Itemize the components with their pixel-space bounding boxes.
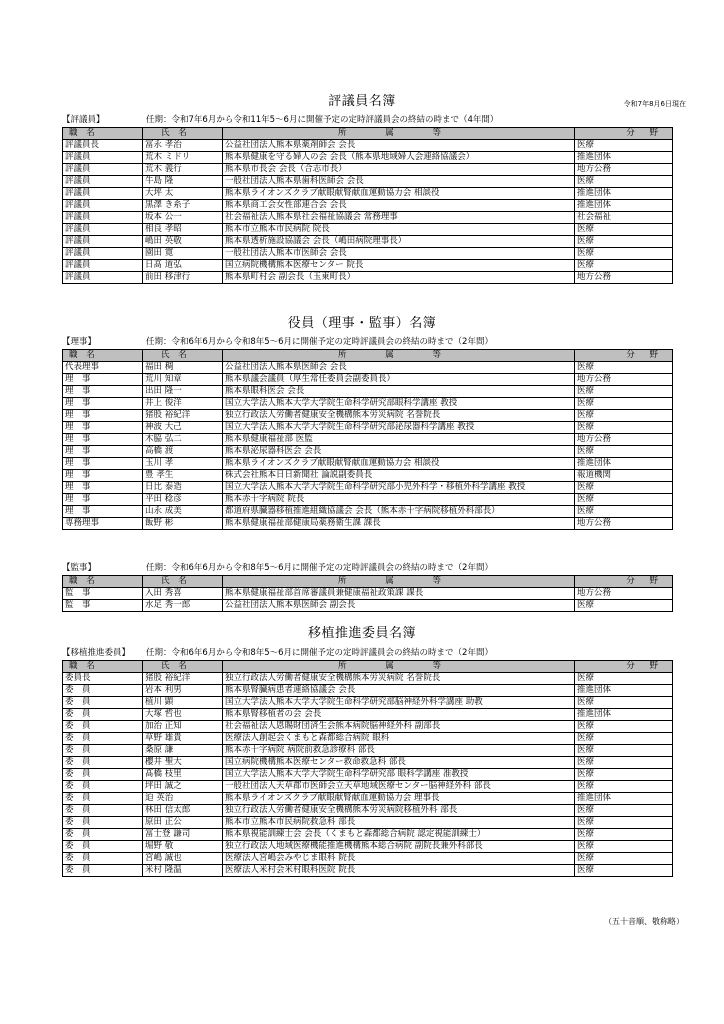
cell-affiliation: 都道府県臓器移植推進組織協議会 会長（熊本赤十字病院移植外科部長） [223,506,575,518]
cell-name: 木脇 弘二 [143,434,223,446]
header-affiliation: 所 属 等 [223,576,575,588]
cell-field: 推進団体 [575,458,673,470]
header-name: 氏 名 [143,128,223,140]
cell-position: 委員長 [63,673,143,685]
cell-field: 推進団体 [575,152,673,164]
cell-affiliation: 熊本県透析施設協議会 会長（嶋田病院理事長） [223,236,575,248]
table-row [63,260,673,272]
table-row [63,709,673,721]
cell-position: 委 員 [63,709,143,721]
cell-name: 荒木 義行 [143,164,223,176]
cell-affiliation: 公益社団法人熊本県医師会 会長 [223,362,575,374]
cell-position: 理 事 [63,458,143,470]
cell-field: 医療 [575,853,673,865]
cell-name: 福田 稠 [143,362,223,374]
table-row [63,386,673,398]
directors-table [62,349,673,530]
cell-name: 宮嶋 誠也 [143,853,223,865]
cell-position: 評議員 [63,164,143,176]
cell-name: 桑原 謙 [143,745,223,757]
cell-position: 委 員 [63,733,143,745]
cell-name: 大坪 太 [143,188,223,200]
cell-name: 神波 大己 [143,422,223,434]
header-position: 職 名 [63,128,143,140]
cell-affiliation: 医療法人宮嶋会みやじま眼科 院長 [223,853,575,865]
officers-roster-title: 役員（理事・監事）名簿 [287,316,437,331]
cell-field: 地方公務 [575,164,673,176]
header-field: 分 野 [575,350,673,362]
table-row [63,745,673,757]
cell-field: 医療 [575,865,673,877]
cell-field: 推進団体 [575,793,673,805]
cell-position: 委 員 [63,721,143,733]
cell-field: 医療 [575,224,673,236]
cell-position: 理 事 [63,410,143,422]
cell-field: 医療 [575,260,673,272]
cell-name: 坪田 誠之 [143,781,223,793]
cell-affiliation: 熊本赤十字病院 院長 [223,494,575,506]
directors-label: 【理事】 [62,337,97,347]
table-row [63,434,673,446]
cell-position: 評議員 [63,260,143,272]
table-row [63,841,673,853]
cell-name: 日比 泰造 [143,482,223,494]
cell-affiliation: 熊本県健康福祉部首席審議員兼健康福祉政策課 課長 [223,588,575,600]
cell-position: 理 事 [63,374,143,386]
cell-name: 荒木 ミドリ [143,152,223,164]
cell-affiliation: 独立行政法人労働者健康安全機構熊本労災病院 名誉院長 [223,410,575,422]
cell-position: 委 員 [63,793,143,805]
cell-field: 医療 [575,841,673,853]
cell-name: 牛島 隆 [143,176,223,188]
cell-affiliation: 独立行政法人地域医療機能推進機構熊本総合病院 副院長兼外科部長 [223,841,575,853]
header-position: 職 名 [63,350,143,362]
cell-affiliation: 公益社団法人熊本県薬剤師会 会長 [223,140,575,152]
cell-name: 園田 寛 [143,248,223,260]
table-row [63,817,673,829]
cell-field: 医療 [575,506,673,518]
cell-field: 推進団体 [575,200,673,212]
table-row [63,164,673,176]
cell-field: 医療 [575,817,673,829]
councilor-term: 任期：令和7年6月から令和11年5～6月に開催予定の定時評議員会の終結の時まで（4年間） [146,115,499,125]
cell-field: 医療 [575,248,673,260]
cell-affiliation: 国立大学法人熊本大学大学院生命科学研究部 眼科学講座 准教授 [223,769,575,781]
cell-affiliation: 国立大学法人熊本大学大学院生命科学研究部脳神経外科学講座 助教 [223,697,575,709]
cell-field: 医療 [575,482,673,494]
cell-position: 監 事 [63,588,143,600]
cell-position: 委 員 [63,865,143,877]
cell-position: 評議員 [63,200,143,212]
cell-affiliation: 国立病院機構熊本医療センター 院長 [223,260,575,272]
table-row [63,685,673,697]
cell-name: 加治 正知 [143,721,223,733]
table-row [63,518,673,530]
cell-position: 委 員 [63,781,143,793]
header-position: 職 名 [63,661,143,673]
cell-name: 堀野 敬 [143,841,223,853]
cell-affiliation: 熊本赤十字病院 病院前救急診療科 部長 [223,745,575,757]
cell-affiliation: 熊本県腎移植者の会 会長 [223,709,575,721]
cell-affiliation: 熊本県眼科医会 会長 [223,386,575,398]
cell-affiliation: 独立行政法人労働者健康安全機構熊本労災病院 名誉院長 [223,673,575,685]
cell-affiliation: 熊本県議会議員（厚生常任委員会副委員長） [223,374,575,386]
cell-position: 委 員 [63,829,143,841]
councilor-roster-title: 評議員名簿 [328,94,396,109]
cell-field: 医療 [575,805,673,817]
cell-field: 医療 [575,386,673,398]
cell-name: 冨士登 謙司 [143,829,223,841]
cell-affiliation: 独立行政法人労働者健康安全機構熊本労災病院移植外科 部長 [223,805,575,817]
table-row [63,422,673,434]
cell-field: 地方公務 [575,272,673,284]
table-row [63,733,673,745]
cell-field: 医療 [575,422,673,434]
cell-field: 地方公務 [575,374,673,386]
cell-affiliation: 熊本市立熊本市民病院 院長 [223,224,575,236]
cell-name: 高橋 渡 [143,446,223,458]
cell-name: 入田 秀喜 [143,588,223,600]
table-row [63,236,673,248]
header-name: 氏 名 [143,661,223,673]
cell-position: 委 員 [63,805,143,817]
cell-field: 推進団体 [575,188,673,200]
directors-term: 任期：令和6年6月から令和8年5～6月に開催予定の定時評議員会の終結の時まで（2年間） [146,337,493,347]
cell-field: 社会福祉 [575,212,673,224]
cell-affiliation: 国立病院機構熊本医療センター救命救急科 部長 [223,757,575,769]
cell-position: 理 事 [63,470,143,482]
header-name: 氏 名 [143,576,223,588]
cell-position: 理 事 [63,386,143,398]
cell-position: 理 事 [63,446,143,458]
cell-name: 平田 稔彦 [143,494,223,506]
cell-affiliation: 医療法人創起会くまもと森都総合病院 眼科 [223,733,575,745]
header-field: 分 野 [575,128,673,140]
cell-affiliation: 熊本県健康福祉部健康局薬務衛生課 課長 [223,518,575,530]
header-field: 分 野 [575,661,673,673]
cell-field: 報道機関 [575,470,673,482]
transplant-committee-title: 移植推進委員名簿 [307,626,416,641]
cell-position: 評議員 [63,188,143,200]
cell-field: 医療 [575,733,673,745]
cell-position: 理 事 [63,494,143,506]
cell-field: 医療 [575,721,673,733]
cell-position: 委 員 [63,769,143,781]
cell-name: 水足 秀一郎 [143,600,223,612]
cell-field: 医療 [575,600,673,612]
table-row [63,212,673,224]
cell-name: 植川 顕 [143,697,223,709]
auditors-term: 任期：令和6年6月から令和8年5～6月に開催予定の定時評議員会の終結の時まで（2年間） [146,563,493,573]
cell-affiliation: 公益社団法人熊本県医師会 副会長 [223,600,575,612]
table-row [63,673,673,685]
cell-name: 相良 孝昭 [143,224,223,236]
cell-affiliation: 国立大学法人熊本大学大学院生命科学研究部眼科学講座 教授 [223,398,575,410]
councilor-term-line [62,114,682,126]
table-row [63,272,673,284]
cell-field: 医療 [575,236,673,248]
cell-position: 評議員 [63,152,143,164]
cell-field: 推進団体 [575,685,673,697]
cell-affiliation: 医療法人米村会米村眼科医院 院長 [223,865,575,877]
table-row [63,757,673,769]
cell-field: 医療 [575,673,673,685]
cell-affiliation: 熊本県ライオンズクラブ献眼献腎献血運動協力会 理事長 [223,793,575,805]
table-row [63,140,673,152]
cell-field: 医療 [575,781,673,793]
cell-name: 髙橋 枝里 [143,769,223,781]
table-row [63,458,673,470]
cell-name: 飯野 彬 [143,518,223,530]
cell-position: 委 員 [63,697,143,709]
table-row [63,374,673,386]
cell-field: 医療 [575,362,673,374]
as-of-date: 令和7年8月6日現在 [623,100,686,108]
cell-name: 井上 俊洋 [143,398,223,410]
cell-name: 玉川 孝 [143,458,223,470]
cell-position: 監 事 [63,600,143,612]
table-row [63,697,673,709]
cell-affiliation: 熊本県視能訓練士会 会長（くまもと森都総合病院 認定視能訓練士） [223,829,575,841]
cell-field: 医療 [575,176,673,188]
cell-position: 理 事 [63,398,143,410]
cell-name: 草野 雄貴 [143,733,223,745]
cell-field: 医療 [575,697,673,709]
cell-position: 理 事 [63,422,143,434]
table-row [63,446,673,458]
header-position: 職 名 [63,576,143,588]
cell-name: 猪股 裕紀洋 [143,410,223,422]
table-row [63,482,673,494]
cell-affiliation: 熊本県ライオンズクラブ献眼献腎献血運動協力会 相談役 [223,188,575,200]
cell-field: 地方公務 [575,434,673,446]
cell-name: 山永 成美 [143,506,223,518]
cell-position: 評議員 [63,212,143,224]
table-row [63,853,673,865]
cell-name: 原田 正公 [143,817,223,829]
table-row [63,470,673,482]
cell-name: 嶋田 英敬 [143,236,223,248]
cell-position: 評議員 [63,224,143,236]
councilor-table [62,127,673,284]
auditors-term-line [62,562,682,574]
table-row [63,248,673,260]
table-row [63,224,673,236]
cell-field: 医療 [575,494,673,506]
cell-position: 評議員長 [63,140,143,152]
header-affiliation: 所 属 等 [223,128,575,140]
cell-position: 委 員 [63,757,143,769]
cell-name: 米村 隆温 [143,865,223,877]
table-row [63,362,673,374]
cell-affiliation: 熊本市立熊本市民病院救急科 部長 [223,817,575,829]
table-row [63,721,673,733]
councilor-label: 【評議員】 [62,115,105,125]
cell-position: 評議員 [63,236,143,248]
table-row [63,506,673,518]
table-row [63,600,673,612]
cell-name: 岩本 利男 [143,685,223,697]
table-header-row [63,350,673,362]
cell-field: 医療 [575,398,673,410]
cell-position: 委 員 [63,745,143,757]
table-header-row [63,661,673,673]
cell-affiliation: 社会福祉法人熊本県社会福祉協議会 常務理事 [223,212,575,224]
cell-position: 評議員 [63,248,143,260]
cell-name: 出田 隆一 [143,386,223,398]
cell-affiliation: 熊本県市長会 会長（合志市長） [223,164,575,176]
cell-affiliation: 一般社団法人天草郡市医師会立天草地域医療センター脳神経外科 部長 [223,781,575,793]
cell-field: 地方公務 [575,518,673,530]
cell-field: 推進団体 [575,709,673,721]
table-row [63,188,673,200]
committee-label: 【移植推進委員】 [62,648,131,658]
header-name: 氏 名 [143,350,223,362]
cell-position: 委 員 [63,817,143,829]
table-row [63,152,673,164]
auditors-table [62,575,673,612]
cell-affiliation: 国立大学法人熊本大学大学院生命科学研究部泌尿器科学講座 教授 [223,422,575,434]
committee-table [62,660,673,877]
cell-position: 理 事 [63,434,143,446]
cell-position: 専務理事 [63,518,143,530]
table-row [63,410,673,422]
cell-affiliation: 一般社団法人熊本市医師会 会長 [223,248,575,260]
cell-name: 坂本 公一 [143,212,223,224]
table-row [63,769,673,781]
cell-name: 日髙 道弘 [143,260,223,272]
table-row [63,398,673,410]
cell-name: 猪股 裕紀洋 [143,673,223,685]
cell-affiliation: 熊本県健康を守る婦人の会 会長（熊本県地域婦人会連絡協議会） [223,152,575,164]
table-row [63,588,673,600]
table-row [63,829,673,841]
committee-term-line [62,647,682,659]
cell-name: 前田 移津行 [143,272,223,284]
header-affiliation: 所 属 等 [223,661,575,673]
cell-affiliation: 熊本県ライオンズクラブ献眼献腎献血運動協力会 相談役 [223,458,575,470]
table-row [63,176,673,188]
cell-field: 医療 [575,757,673,769]
auditors-label: 【監事】 [62,563,97,573]
cell-position: 評議員 [63,176,143,188]
cell-position: 評議員 [63,272,143,284]
cell-affiliation: 熊本県商工会女性部連合会 会長 [223,200,575,212]
table-row [63,781,673,793]
header-affiliation: 所 属 等 [223,350,575,362]
table-header-row [63,128,673,140]
cell-field: 医療 [575,410,673,422]
cell-position: 理 事 [63,482,143,494]
table-row [63,805,673,817]
cell-name: 荒川 知章 [143,374,223,386]
cell-name: 迫 英治 [143,793,223,805]
cell-field: 医療 [575,446,673,458]
table-header-row [63,576,673,588]
table-row [63,793,673,805]
cell-field: 医療 [575,769,673,781]
cell-affiliation: 国立大学法人熊本大学大学院生命科学研究部小児外科学・移植外科学講座 教授 [223,482,575,494]
cell-field: 医療 [575,745,673,757]
cell-field: 医療 [575,829,673,841]
header-field: 分 野 [575,576,673,588]
cell-position: 委 員 [63,853,143,865]
committee-term: 任期：令和6年6月から令和8年5～6月に開催予定の定時評議員会の終結の時まで（2年間） [146,648,493,658]
cell-position: 理 事 [63,506,143,518]
table-row [63,200,673,212]
cell-position: 委 員 [63,841,143,853]
cell-affiliation: 熊本県町村会 副会長（玉東町長） [223,272,575,284]
table-row [63,494,673,506]
cell-affiliation: 社会福祉法人恩賜財団済生会熊本病院脳神経外科 副部長 [223,721,575,733]
cell-name: 大塚 哲也 [143,709,223,721]
cell-affiliation: 熊本県健康福祉部 医監 [223,434,575,446]
cell-affiliation: 熊本県泌尿器科医会 会長 [223,446,575,458]
cell-field: 地方公務 [575,588,673,600]
cell-field: 医療 [575,140,673,152]
cell-name: 櫻井 聖大 [143,757,223,769]
cell-affiliation: 熊本県腎臓病患者連絡協議会 会長 [223,685,575,697]
directors-term-line [62,336,682,348]
table-row [63,865,673,877]
footnote: （五十音順、敬称略） [604,917,684,926]
cell-name: 黒澤 き糸子 [143,200,223,212]
cell-position: 代表理事 [63,362,143,374]
cell-affiliation: 一般社団法人熊本県歯科医師会 会長 [223,176,575,188]
cell-position: 委 員 [63,685,143,697]
cell-name: 林田 信太郎 [143,805,223,817]
cell-name: 冨永 孝治 [143,140,223,152]
cell-name: 豊 孝生 [143,470,223,482]
cell-affiliation: 株式会社熊本日日新聞社 論説副委員長 [223,470,575,482]
